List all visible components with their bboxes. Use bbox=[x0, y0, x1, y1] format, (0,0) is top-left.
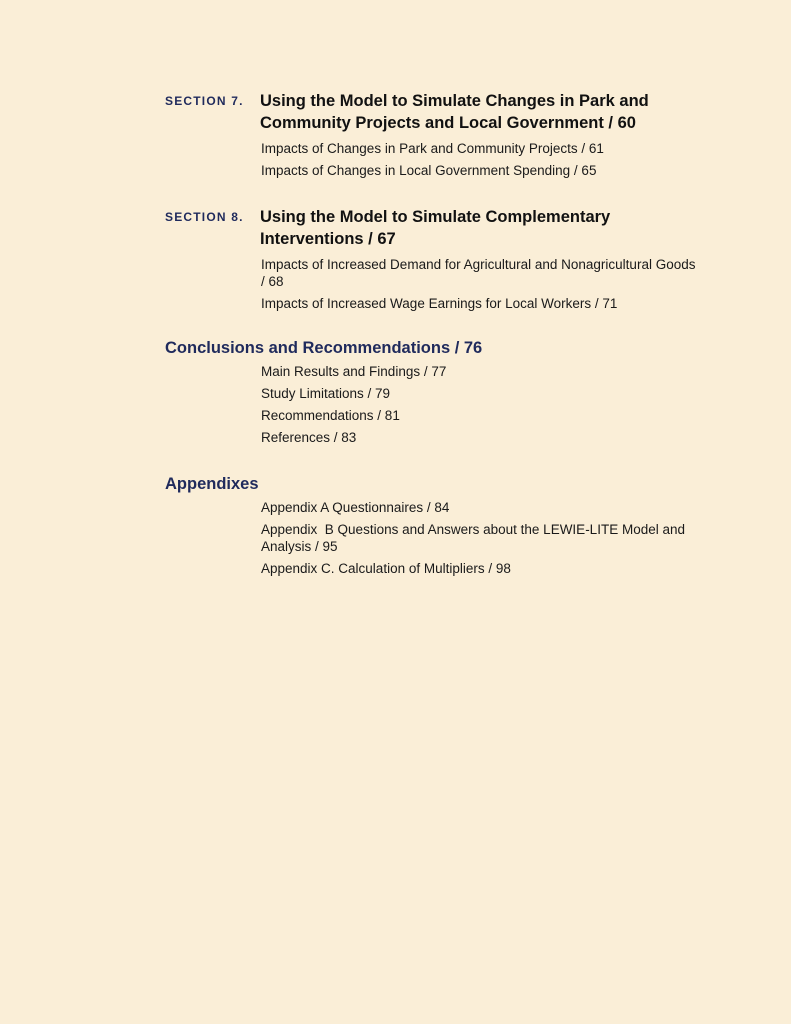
toc-entry: Appendix A Questionnaires / 84 bbox=[261, 500, 450, 515]
toc-entry: Impacts of Increased Demand for Agricultural and Nonagricultural Goods / 68 bbox=[261, 257, 696, 289]
section-7-heading bbox=[165, 90, 725, 134]
section-8-title: Using the Model to Simulate Complementary Interventions / 67 bbox=[260, 208, 611, 248]
toc-entry: Impacts of Increased Wage Earnings for Local Workers / 71 bbox=[261, 296, 618, 311]
toc-section-7 bbox=[165, 90, 725, 184]
section-8-entries bbox=[165, 256, 725, 312]
toc-entry: Main Results and Findings / 77 bbox=[261, 364, 447, 379]
conclusions-entries bbox=[165, 363, 725, 446]
section-8-label: SECTION 8. bbox=[165, 210, 244, 224]
toc-entry: Impacts of Changes in Park and Community Projects / 61 bbox=[261, 141, 604, 156]
toc-appendixes bbox=[165, 473, 725, 582]
toc-section-8 bbox=[165, 206, 725, 317]
appendixes-entries bbox=[165, 499, 725, 577]
toc-entry: Recommendations / 81 bbox=[261, 408, 400, 423]
toc-entry: Impacts of Changes in Local Government Spending / 65 bbox=[261, 163, 597, 178]
conclusions-title: Conclusions and Recommendations / 76 bbox=[165, 339, 483, 357]
toc-entry: References / 83 bbox=[261, 430, 357, 445]
section-7-label: SECTION 7. bbox=[165, 94, 244, 108]
toc-entry: Appendix C. Calculation of Multipliers / 98 bbox=[261, 561, 511, 576]
section-7-entries bbox=[165, 140, 725, 179]
section-7-title: Using the Model to Simulate Changes in Park and Community Projects and Local Government / 60 bbox=[260, 92, 649, 132]
section-8-heading bbox=[165, 206, 725, 250]
toc-entry: Appendix B Questions and Answers about the LEWIE-LITE Model and Analysis / 95 bbox=[261, 522, 689, 554]
appendixes-title: Appendixes bbox=[165, 475, 259, 493]
toc-entry: Study Limitations / 79 bbox=[261, 386, 391, 401]
toc-conclusions bbox=[165, 337, 725, 451]
